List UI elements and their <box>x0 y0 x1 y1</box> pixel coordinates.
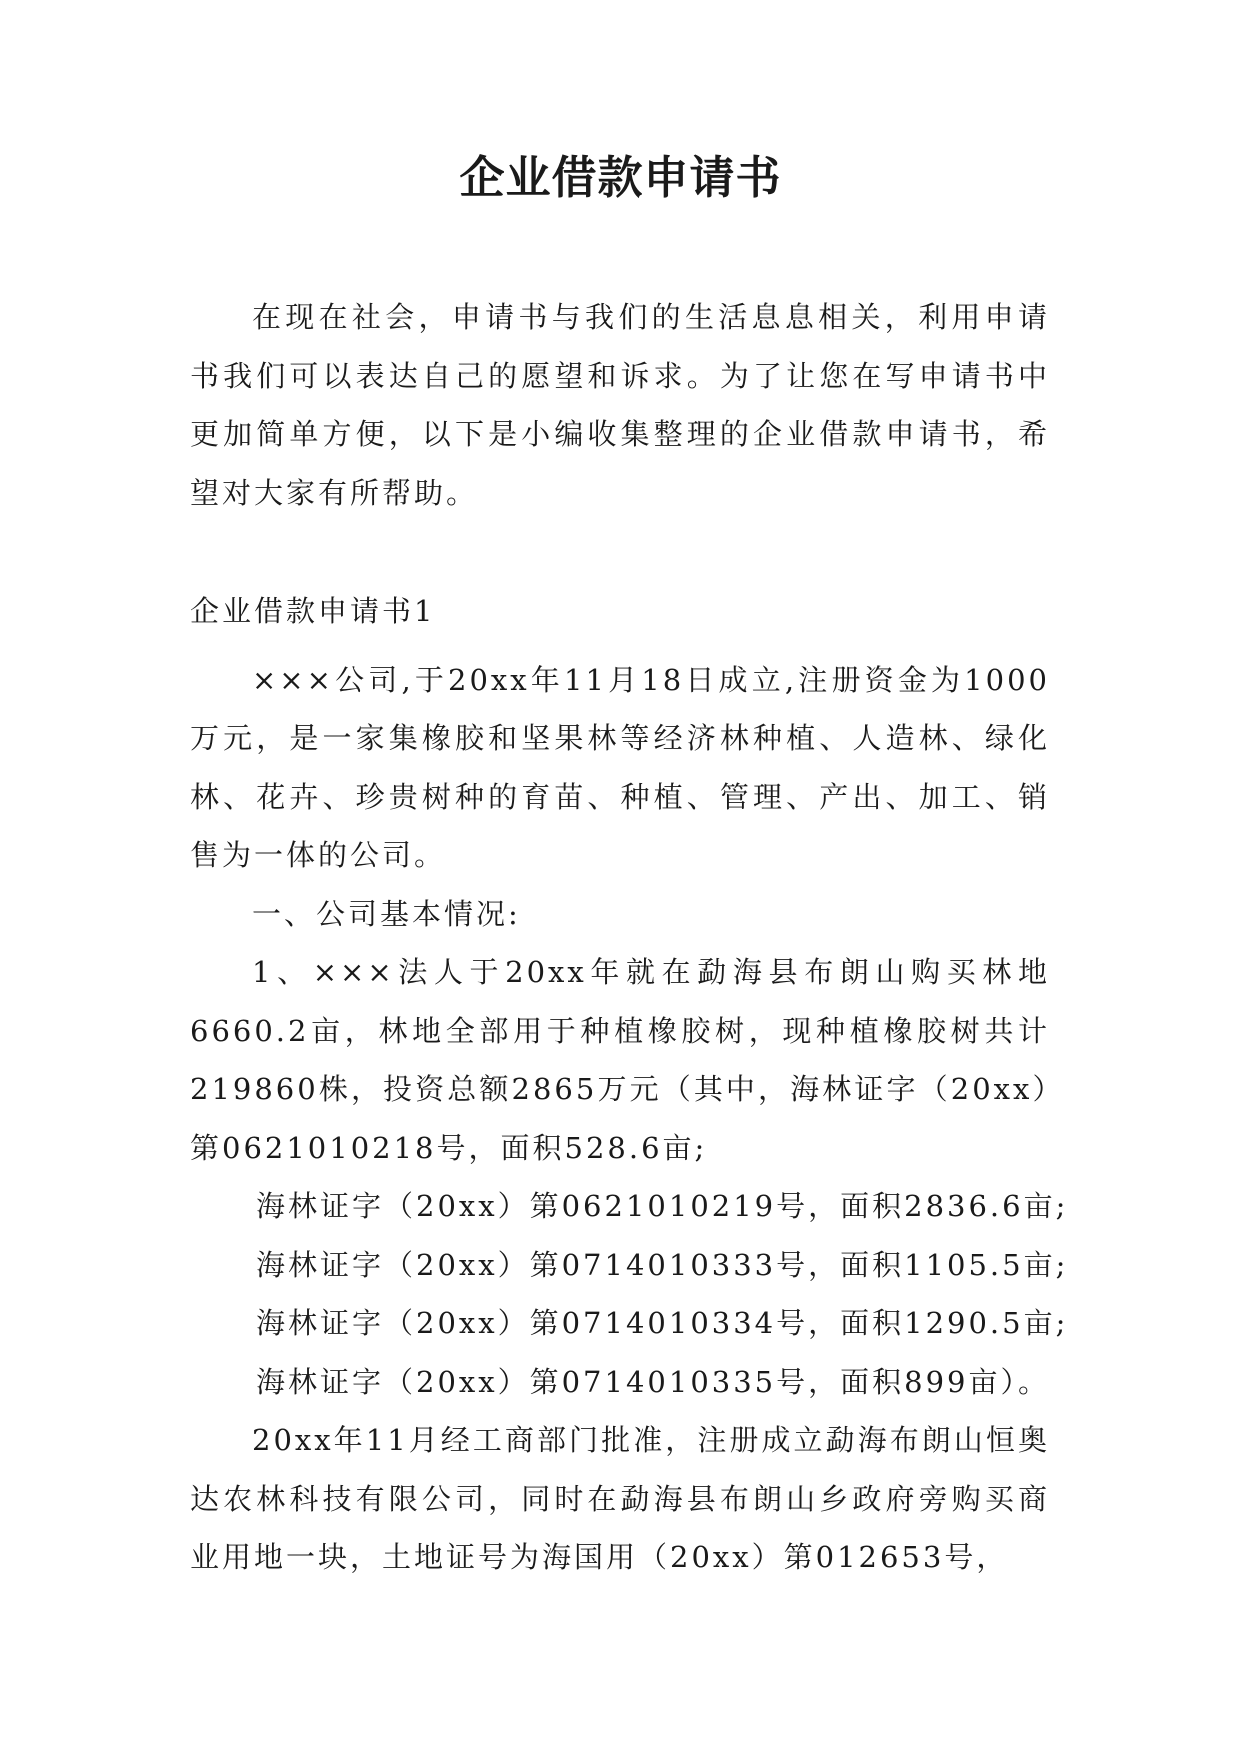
basic-info-heading: 一、公司基本情况: <box>252 896 521 931</box>
registration-paragraph: 20xx年11月经工商部门批准，注册成立勐海布朗山恒奥达农林科技有限公司，同时在勐海县布朗山乡政府旁购买商业用地一块，土地证号为海国用（20xx）第012653号， <box>190 1423 1050 1574</box>
item-1-paragraph: 1、×××法人于20xx年就在勐海县布朗山购买林地6660.2亩，林地全部用于种植橡胶树，现种植橡胶树共计219860株，投资总额2865万元（其中，海林证字（20xx）第0621010218号，面积528.6亩; <box>190 955 1050 1165</box>
spacer <box>190 641 1050 651</box>
cert-line: 海林证字（20xx）第0714010335号，面积899亩）。 <box>256 1364 1050 1399</box>
section-heading: 企业借款申请书1 <box>190 594 436 628</box>
cert-line: 海林证字（20xx）第0714010334号，面积1290.5亩; <box>256 1306 1069 1340</box>
company-paragraph: ×××公司,于20xx年11月18日成立,注册资金为1000万元，是一家集橡胶和坚果林等经济林种植、人造林、绿化林、花卉、珍贵树种的育苗、种植、管理、产出、加工、销售为一体的公司。 <box>190 662 1050 872</box>
cert-line: 海林证字（20xx）第0714010333号，面积1105.5亩; <box>256 1247 1069 1282</box>
document-title: 企业借款申请书 <box>459 151 782 204</box>
document-body <box>190 288 1069 1587</box>
cert-line: 海林证字（20xx）第0621010219号，面积2836.6亩; <box>256 1189 1069 1223</box>
intro-paragraph: 在现在社会，申请书与我们的生活息息相关，利用申请书我们可以表达自己的愿望和诉求。为了让您在写申请书中更加简单方便，以下是小编收集整理的企业借款申请书，希望对大家有所帮助。 <box>190 300 1050 510</box>
spacer <box>190 522 1050 582</box>
